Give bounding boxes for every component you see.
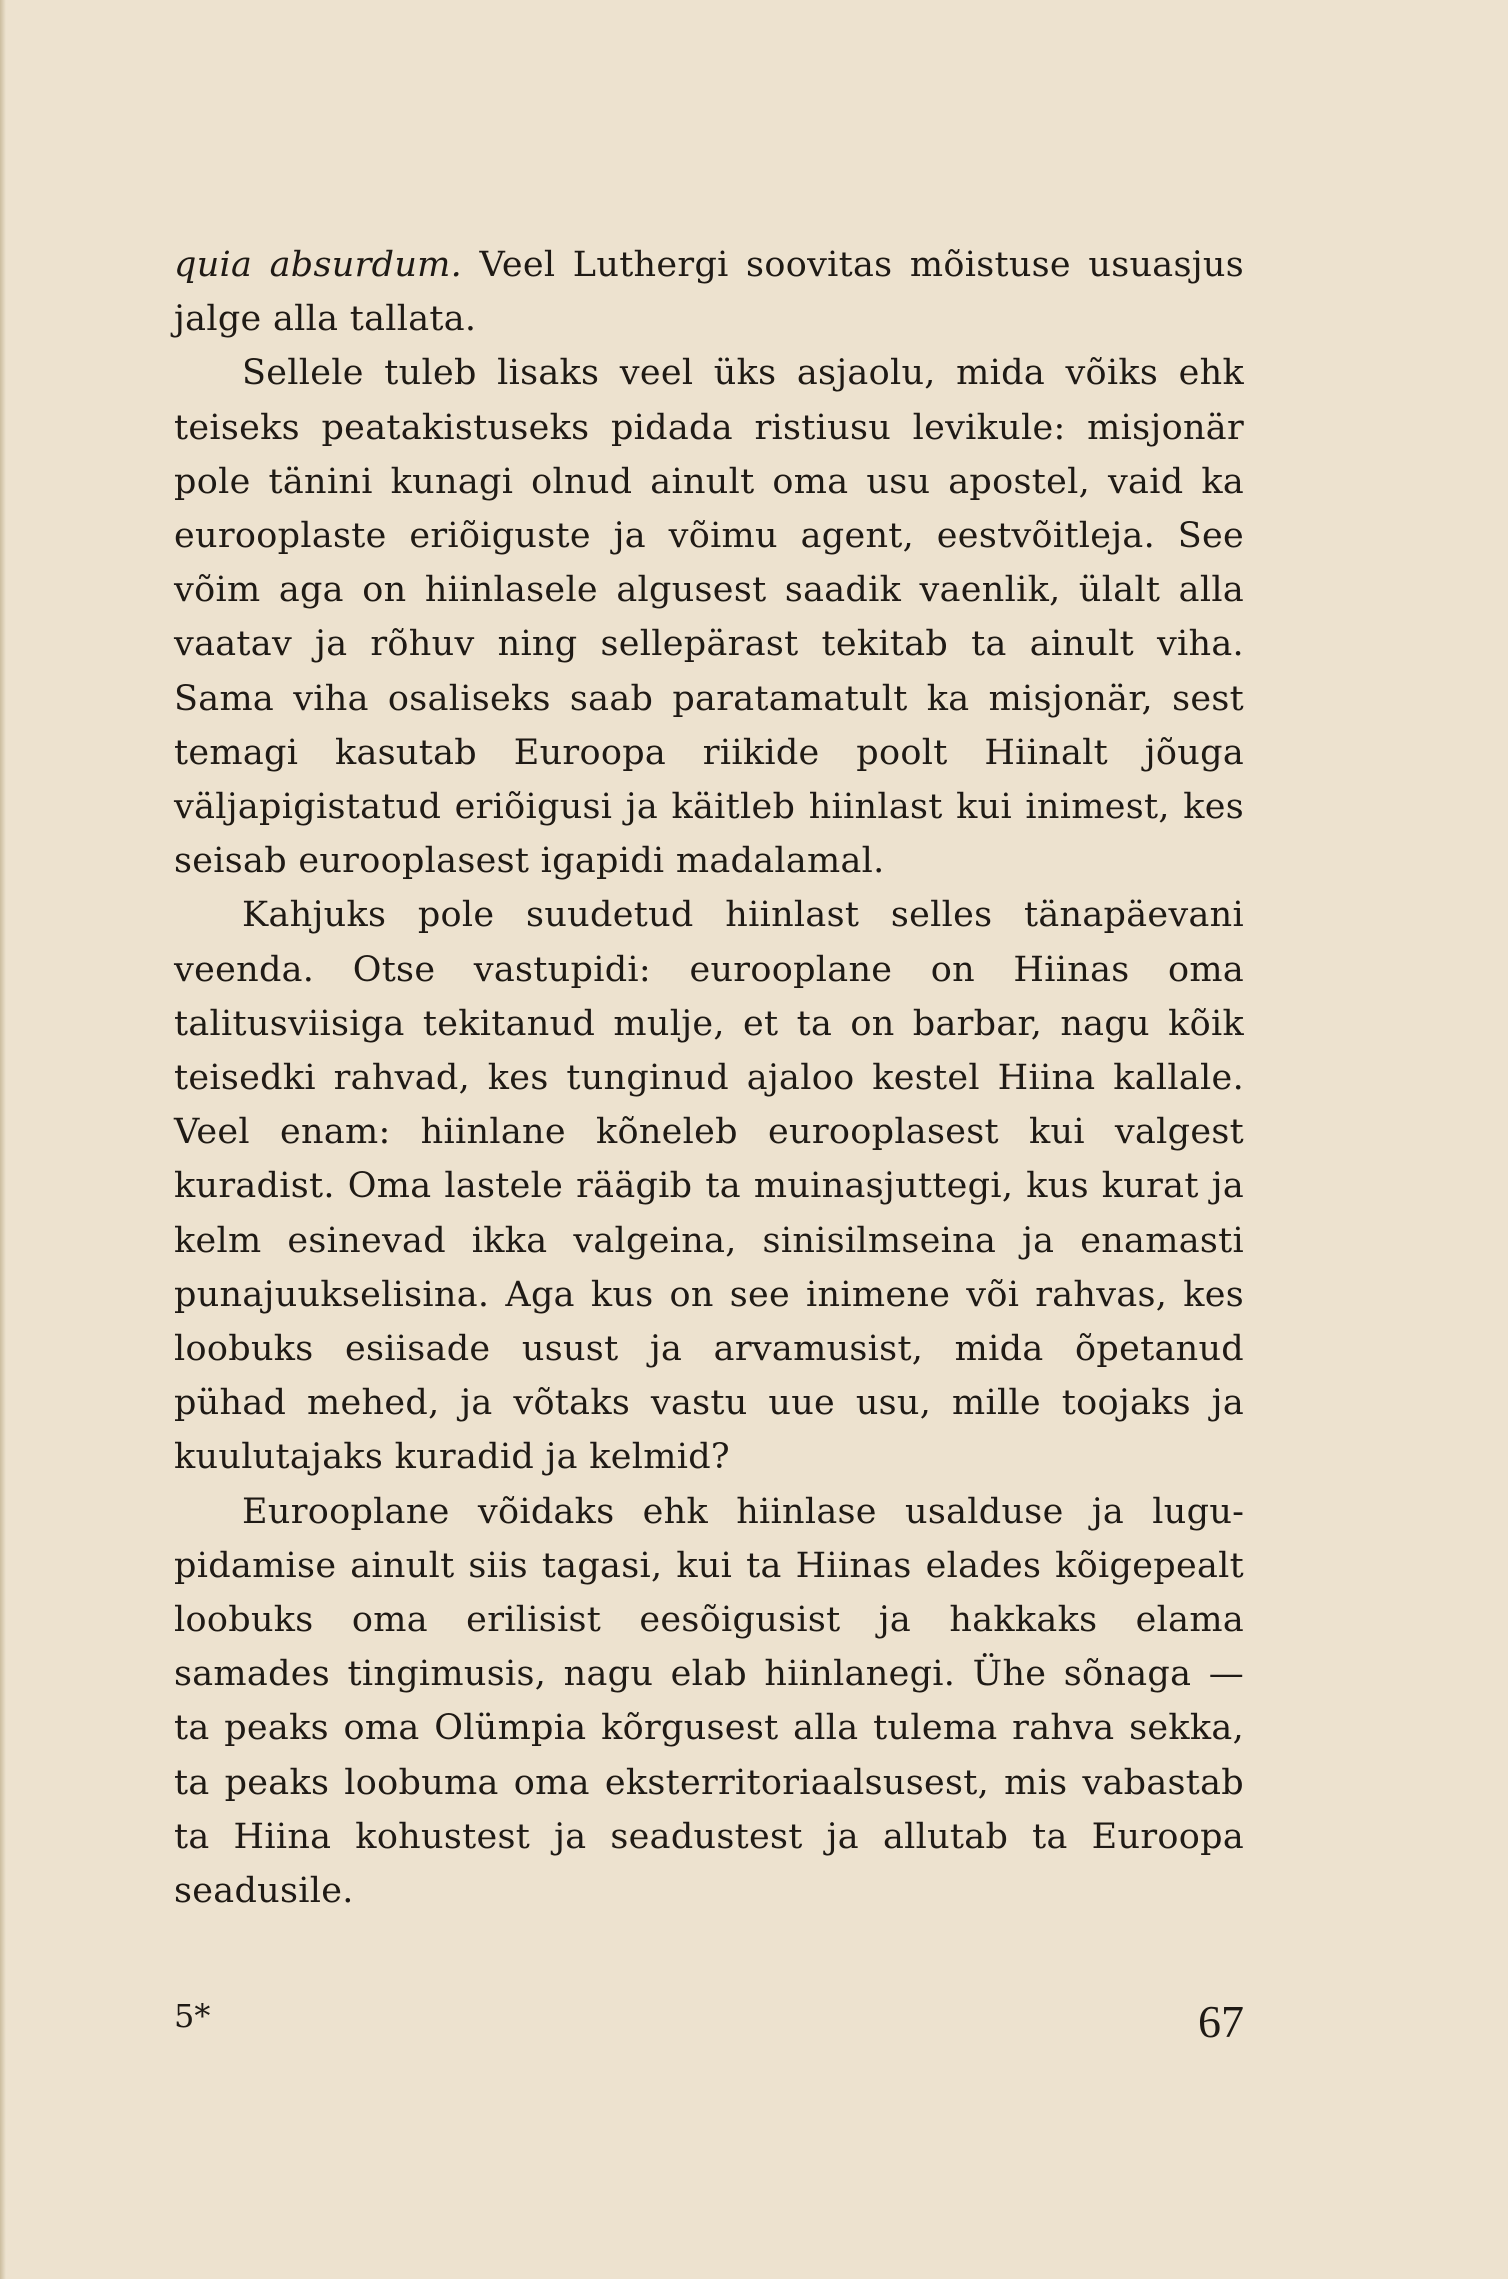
paragraph-2: Sellele tuleb lisaks veel üks asjaolu, mida võiks ehk teiseks peatakistuseks pidada ristiusu levikule: misjonär pole tänini kunagi olnud ainult oma usu apostel, vaid ka eurooplaste eriõiguste ja võimu agent, eestvõitleja. See võim aga on hiinlasele algusest saadik vaenlik, ülalt alla vaatav ja rõhuv ning sellepärast tekitab ta ainult viha. Sama viha osaliseks saab paratamatult ka misjonär, sest temagi kasutab Euroopa riikide poolt Hiinalt jõuga väljapigistatud eriõigusi ja käitleb hiinlast kui inimest, kes seisab eurooplasest igapidi madalamal. [174, 353, 1244, 882]
page-footer [174, 1995, 1244, 2055]
page-edge-shadow [0, 0, 6, 2279]
latin-phrase: quia absurdum. [174, 245, 463, 285]
page-number: 67 [1198, 1996, 1244, 2047]
paragraph-1 [174, 238, 1244, 346]
body-text [174, 238, 1244, 1918]
paragraph-3: Kahjuks pole suudetud hiinlast selles tänapäevani veenda. Otse vastupidi: eurooplane on Hiinas oma talitusviisiga tekitanud mulje, et ta on barbar, nagu kõik teisedki rahvad, kes tunginud ajaloo kestel Hiina kallale. Veel enam: hiinlane kõneleb eurooplasest kui valgest kuradist. Oma lastele räägib ta muinasjuttegi, kus kurat ja kelm esinevad ikka valgeina, sinisilmseina ja enamasti punajuukselisina. Aga kus on see inimene või rahvas, kes loobuks esiisade usust ja arvamusist, mida õpetanud pühad mehed, ja võtaks vastu uue usu, mille toojaks ja kuulutajaks kuradid ja kelmid? [174, 895, 1244, 1478]
printer-signature-mark: 5* [174, 1997, 211, 2035]
paragraph-4: Eurooplane võidaks ehk hiinlase usalduse ja lugupidamise ainult siis tagasi, kui ta Hiinas elades kõigepealt loobuks oma erilisist eesõigusist ja hakkaks elama samades tingimusis, nagu elab hiinlanegi. Ühe sõnaga — ta peaks oma Olümpia kõrgusest alla tulema rahva sekka, ta peaks loobuma oma eksterritoriaalsusest, mis vabastab ta Hiina kohustest ja seadustest ja allutab ta Euroopa seadusile. [174, 1491, 1244, 1912]
paragraph-1-text: Veel Luthergi soovitas mõistuse usuasjus jalge alla tallata. [174, 245, 1244, 340]
